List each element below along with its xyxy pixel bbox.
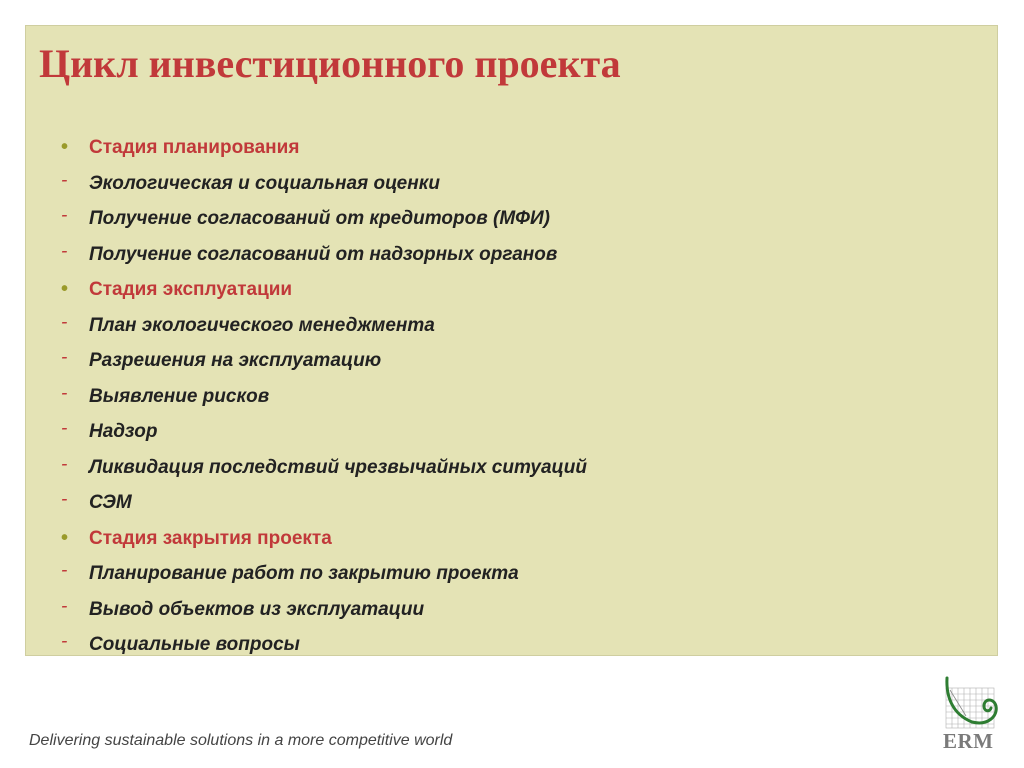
slide-content-panel xyxy=(25,25,998,656)
sub-item xyxy=(61,379,587,415)
bullet-list xyxy=(61,130,587,663)
item-text: Ликвидация последствий чрезвычайных ситуаций xyxy=(89,456,588,478)
dash-marker: - xyxy=(61,418,68,439)
item-text: Стадия эксплуатации xyxy=(89,279,293,300)
sub-item xyxy=(61,308,587,344)
bullet-dot-icon: • xyxy=(61,526,69,549)
bullet-dot-icon: • xyxy=(61,278,69,300)
stage-heading-item xyxy=(61,521,587,557)
dash-marker: - xyxy=(61,453,68,475)
sub-item xyxy=(61,485,587,521)
sub-item xyxy=(61,201,587,237)
item-text: Стадия планирования xyxy=(89,137,300,158)
erm-logo xyxy=(942,676,1000,752)
dash-marker: - xyxy=(61,205,68,226)
item-text: Выявление рисков xyxy=(89,385,270,407)
footer-tagline: Delivering sustainable solutions in a more competitive world xyxy=(29,732,453,749)
sub-item xyxy=(61,166,587,202)
dash-marker: - xyxy=(61,347,68,368)
dash-marker: - xyxy=(61,489,68,510)
sub-item xyxy=(61,556,587,592)
sub-item xyxy=(61,414,587,450)
dash-marker: - xyxy=(61,311,68,333)
stage-heading-item xyxy=(61,272,587,308)
sub-item xyxy=(61,627,587,663)
item-text: Надзор xyxy=(89,421,158,442)
sub-item xyxy=(61,592,587,628)
dash-marker: - xyxy=(61,382,68,404)
sub-item xyxy=(61,450,587,486)
item-text: СЭМ xyxy=(89,492,132,513)
sub-item xyxy=(61,343,587,379)
item-text: План экологического менеджмента xyxy=(89,314,435,336)
item-text: Получение согласований от надзорных органов xyxy=(89,243,558,265)
dash-marker: - xyxy=(61,240,68,262)
item-text: Получение согласований от кредиторов (МФИ) xyxy=(89,208,550,229)
erm-logo-text: ERM xyxy=(943,729,994,753)
dash-marker: - xyxy=(61,169,68,191)
dash-marker: - xyxy=(61,595,68,617)
sub-item xyxy=(61,237,587,273)
item-text: Социальные вопросы xyxy=(89,634,300,655)
dash-marker: - xyxy=(61,560,68,581)
item-text: Вывод объектов из эксплуатации xyxy=(89,598,425,620)
item-text: Экологическая и социальная оценки xyxy=(89,172,440,194)
erm-grid-swirl-icon xyxy=(942,676,1000,730)
item-text: Стадия закрытия проекта xyxy=(89,527,332,549)
slide-title: Цикл инвестиционного проекта xyxy=(39,41,621,86)
stage-heading-item xyxy=(61,130,587,166)
bullet-dot-icon: • xyxy=(61,136,69,158)
item-text: Планирование работ по закрытию проекта xyxy=(89,563,519,584)
dash-marker: - xyxy=(61,631,68,652)
item-text: Разрешения на эксплуатацию xyxy=(89,350,382,371)
